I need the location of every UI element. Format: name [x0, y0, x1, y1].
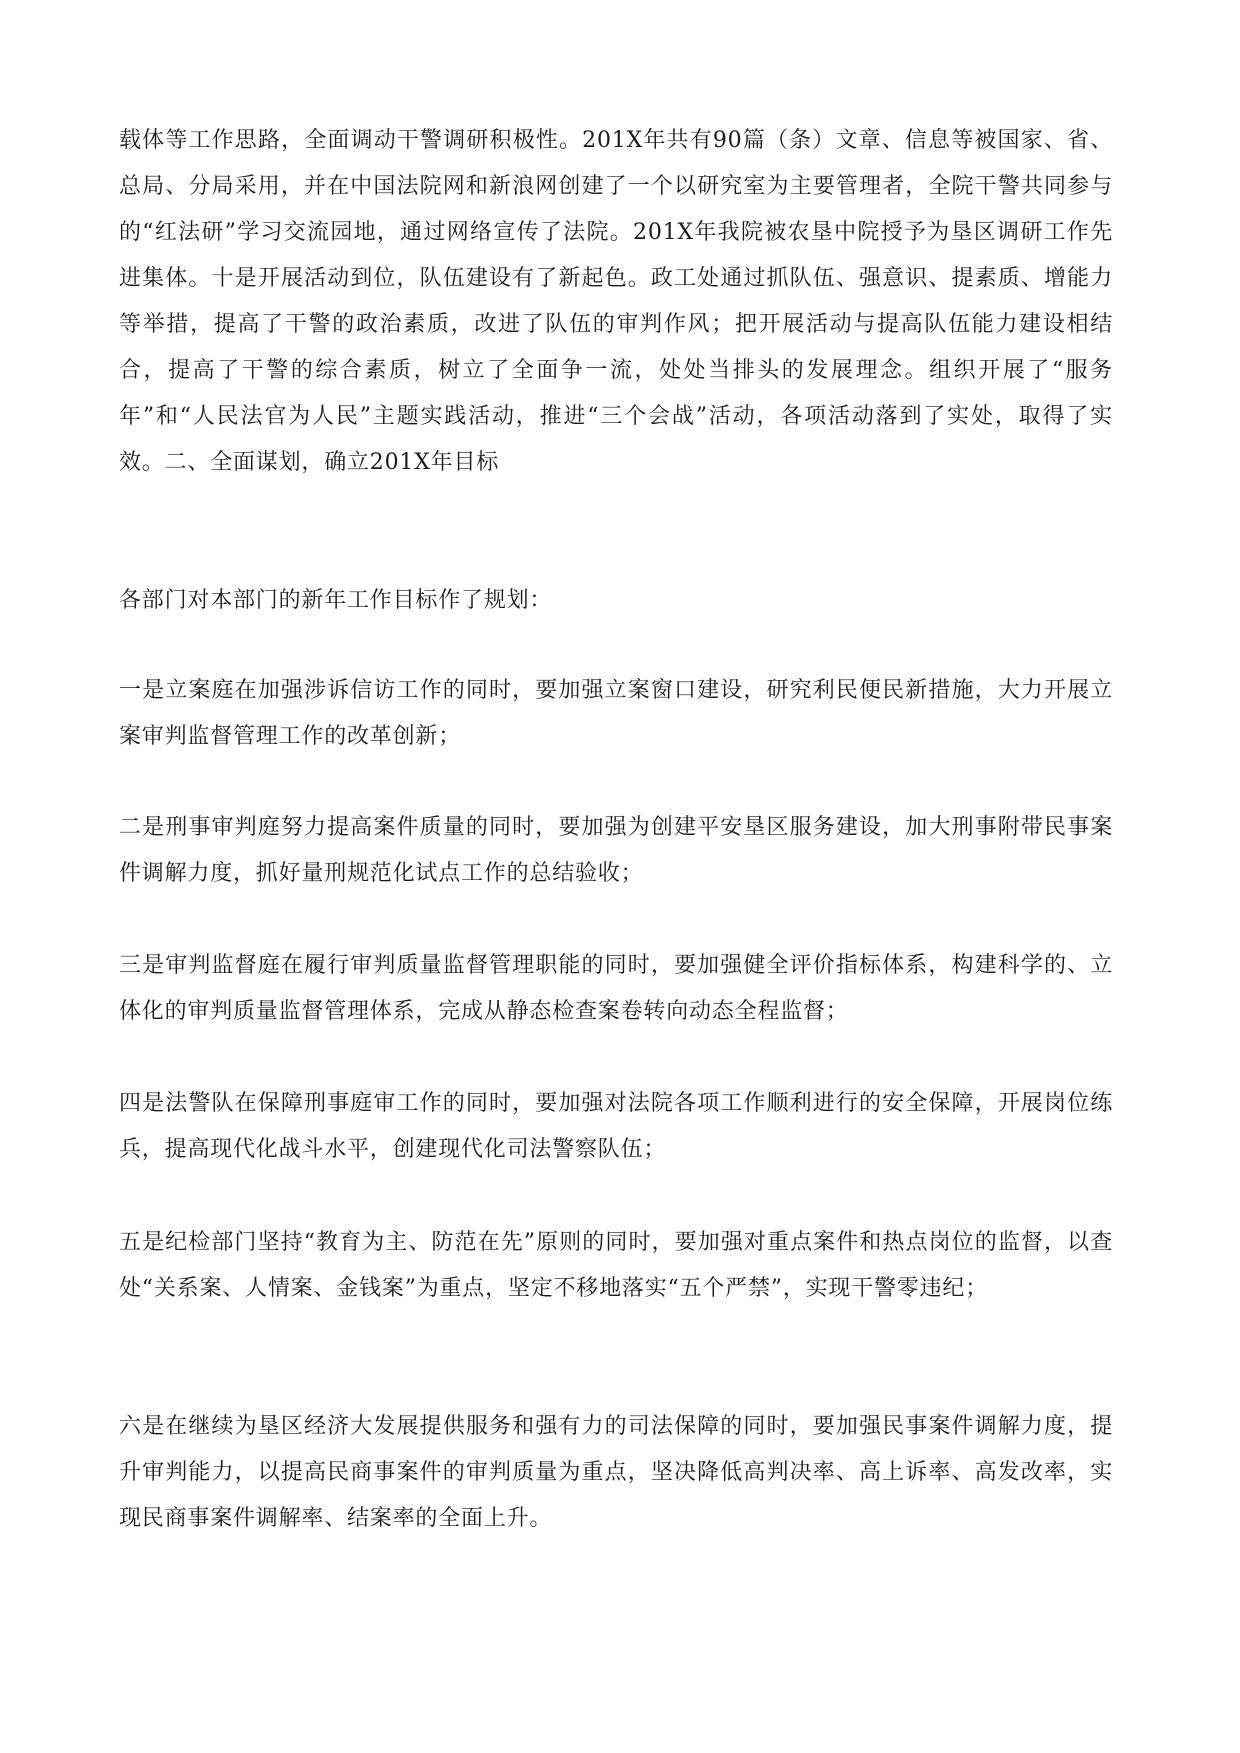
paragraph-civil-division: 六是在继续为垦区经济大发展提供服务和强有力的司法保障的同时，要加强民事案件调解力度，提升审判能力，以提高民商事案件的审判质量为重点，坚决降低高判决率、高上诉率、高发改率，实现民商事案件调解率、结案率的全面上升。 — [119, 1414, 1113, 1531]
paragraph-discipline-inspection: 五是纪检部门坚持“教育为主、防范在先”原则的同时，要加强对重点案件和热点岗位的监督，以查处“关系案、人情案、金钱案”为重点，坚定不移地落实“五个严禁”，实现干警零违纪； — [119, 1230, 1113, 1301]
paragraph-criminal-division: 二是刑事审判庭努力提高案件质量的同时，要加强为创建平安垦区服务建设，加大刑事附带民事案件调解力度，抓好量刑规范化试点工作的总结验收； — [119, 815, 1113, 886]
paragraph-case-filing-division: 一是立案庭在加强涉诉信访工作的同时，要加强立案窗口建设，研究利民便民新措施，大力开展立案审判监督管理工作的改革创新； — [119, 678, 1113, 749]
paragraph-judicial-police: 四是法警队在保障刑事庭审工作的同时，要加强对法院各项工作顺利进行的安全保障，开展岗位练兵，提高现代化战斗水平，创建现代化司法警察队伍； — [119, 1091, 1113, 1162]
paragraph-department-goals-intro: 各部门对本部门的新年工作目标作了规划： — [119, 588, 553, 613]
paragraph-research-and-team-building: 载体等工作思路，全面调动干警调研积极性。201X年共有90篇（条）文章、信息等被国家、省、总局、分局采用，并在中国法院网和新浪网创建了一个以研究室为主要管理者，全院干警共同参与的“红法研”学习交流园地，通过网络宣传了法院。201X年我院被农垦中院授予为垦区调研工作先进集体。十是开展活动到位，队伍建设有了新起色。政工处通过抓队伍、强意识、提素质、增能力等举措，提高了干警的政治素质，改进了队伍的审判作风；把开展活动与提高队伍能力建设相结合，提高了干警的综合素质，树立了全面争一流，处处当排头的发展理念。组织开展了“服务年”和“人民法官为人民”主题实践活动，推进“三个会战”活动，各项活动落到了实处，取得了实效。二、全面谋划，确立201X年目标 — [119, 128, 1113, 475]
paragraph-trial-supervision-division: 三是审判监督庭在履行审判质量监督管理职能的同时，要加强健全评价指标体系，构建科学的、立体化的审判质量监督管理体系，完成从静态检查案卷转向动态全程监督； — [119, 953, 1113, 1024]
